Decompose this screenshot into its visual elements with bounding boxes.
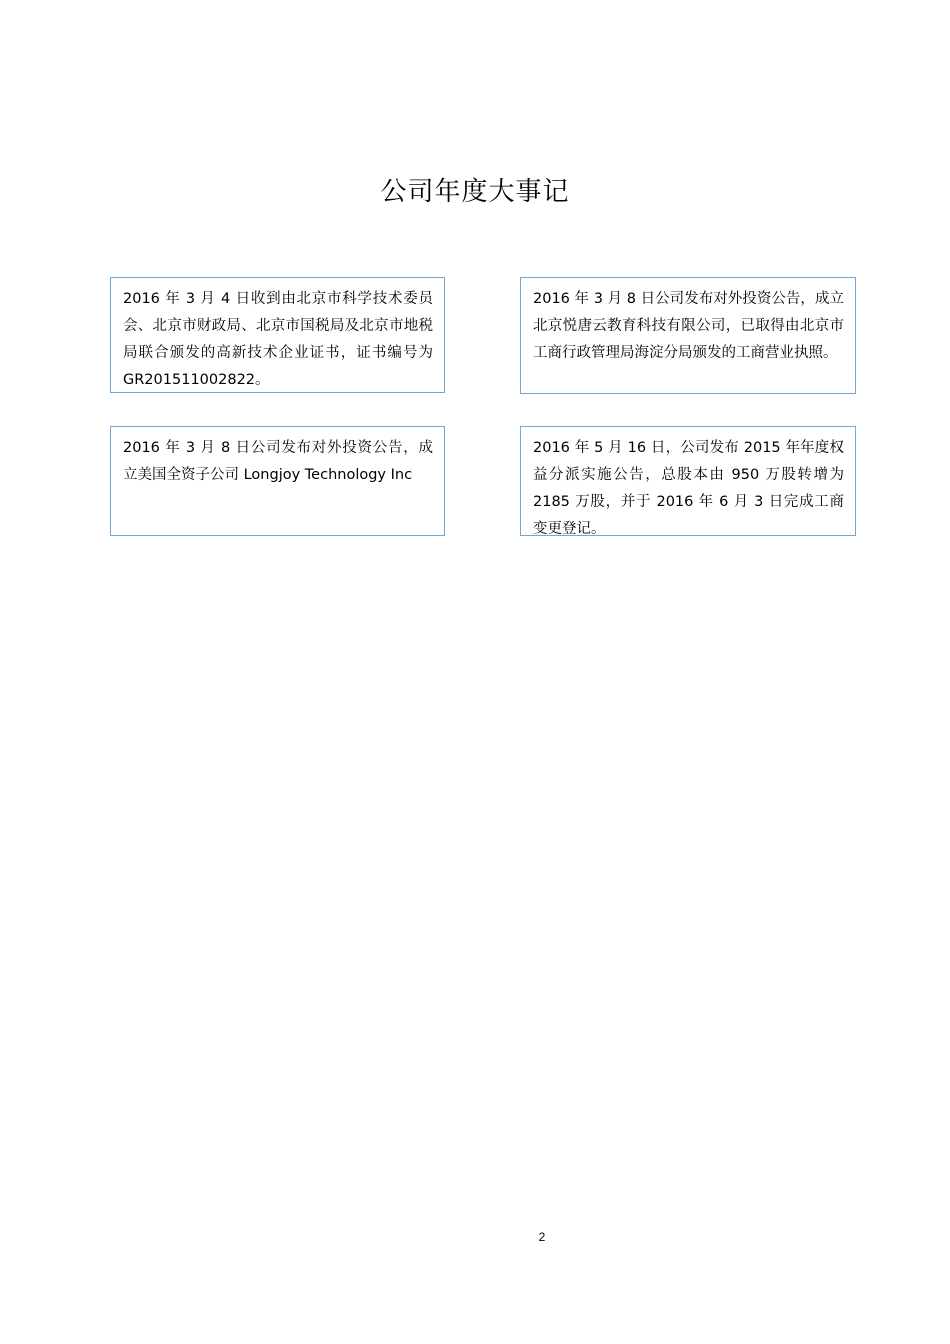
- page-number: 2: [538, 1230, 546, 1244]
- event-box: [520, 277, 856, 394]
- event-box: [520, 426, 856, 536]
- event-box: [110, 426, 445, 536]
- event-text: 2016 年 5 月 16 日，公司发布 2015 年年度权益分派实施公告，总股本由 950 万股转增为 2185 万股，并于 2016 年 6 月 3 日完成工商变更登记。: [533, 440, 844, 537]
- event-text: 2016 年 3 月 8 日公司发布对外投资公告，成立北京悦唐云教育科技有限公司，已取得由北京市工商行政管理局海淀分局颁发的工商营业执照。: [533, 291, 844, 361]
- page-title: 公司年度大事记: [380, 177, 570, 207]
- event-text: 2016 年 3 月 8 日公司发布对外投资公告，成立美国全资子公司 Longjoy Technology Inc: [123, 440, 433, 483]
- event-text: 2016 年 3 月 4 日收到由北京市科学技术委员会、北京市财政局、北京市国税局及北京市地税局联合颁发的高新技术企业证书，证书编号为 GR201511002822。: [123, 291, 433, 388]
- event-box: [110, 277, 445, 393]
